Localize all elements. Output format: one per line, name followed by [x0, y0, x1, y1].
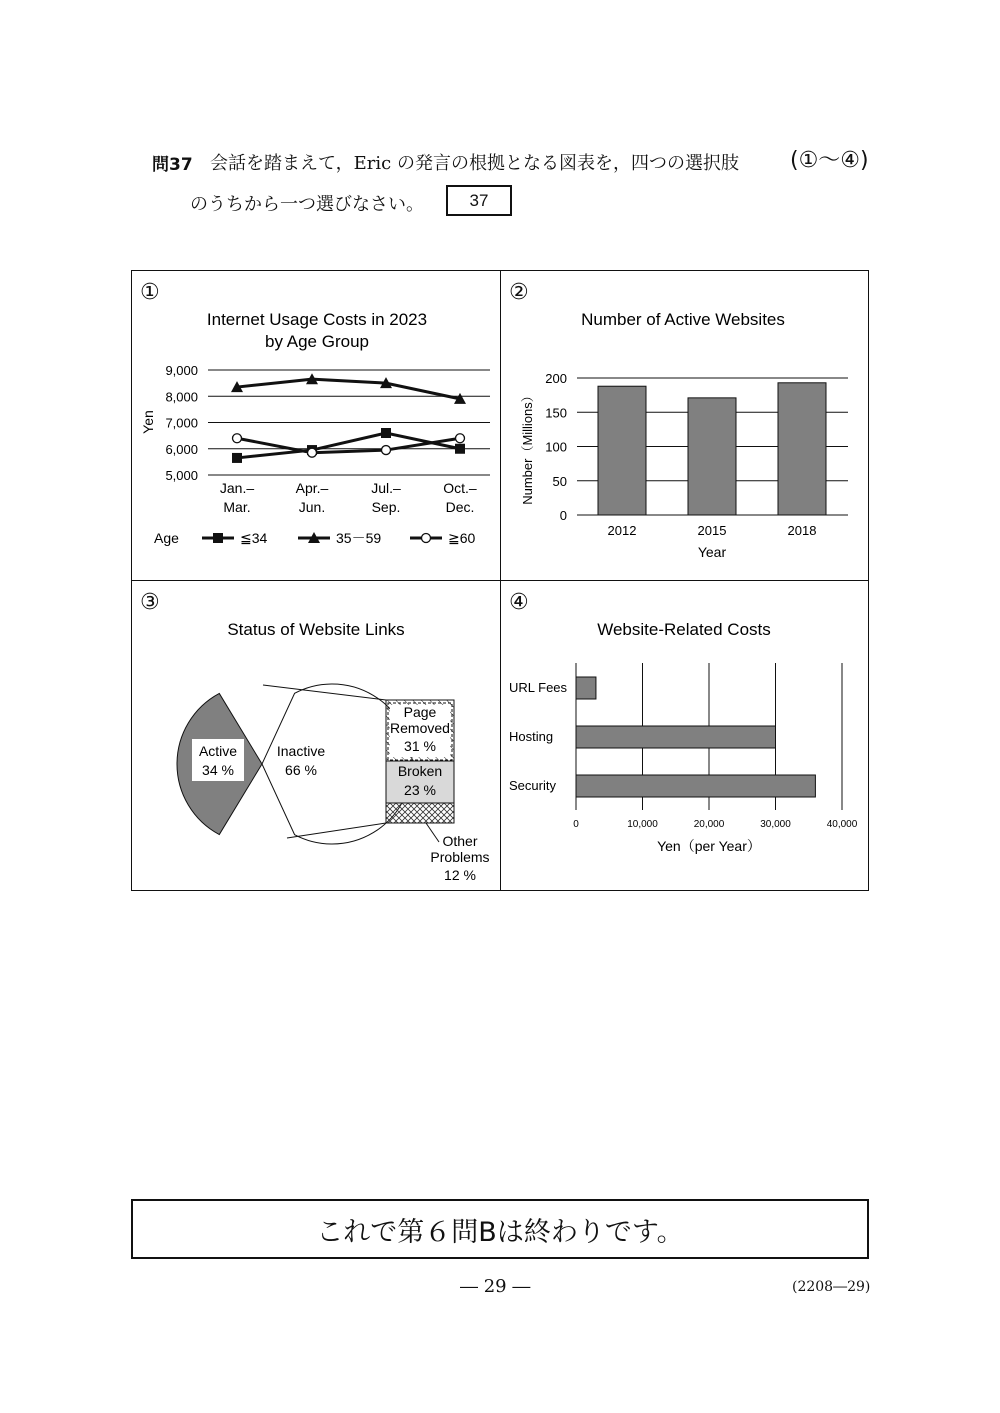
- chart4-x-tick-label: 30,000: [760, 819, 791, 830]
- panel-2-number: ②: [509, 280, 529, 305]
- chart1-point: [381, 428, 391, 438]
- chart2-y-tick-label: 100: [545, 439, 567, 455]
- inactive-label: Inactive: [276, 743, 326, 759]
- chart1-x-tick-label: Mar.: [223, 499, 251, 515]
- question-number: 問37: [152, 155, 193, 175]
- chart2-bar-2018: [778, 383, 826, 515]
- other-problems-percent: 12 %: [444, 867, 476, 883]
- chart1-y-tick-label: 9,000: [165, 363, 198, 378]
- page-removed-label-line2: Removed: [390, 720, 450, 736]
- chart2-y-tick-label: 150: [545, 405, 567, 421]
- other-problems-leader-line: [426, 823, 439, 842]
- broken-label: Broken: [397, 763, 443, 779]
- page-removed-label-line1: Page: [403, 704, 437, 720]
- page-number: ― 29 ―: [460, 1276, 531, 1297]
- chart1-y-axis-label: Yen: [140, 410, 156, 434]
- chart1-point: [382, 446, 391, 455]
- inactive-percent: 66 %: [285, 762, 317, 778]
- panel-4-number: ④: [509, 590, 529, 615]
- panel-1-number: ①: [140, 280, 160, 305]
- legend-label: 35－59: [336, 530, 382, 546]
- other-problems-label-line2: Problems: [430, 849, 490, 865]
- chart2-y-tick-label: 50: [552, 473, 567, 489]
- chart1-point: [456, 434, 465, 443]
- answer-box[interactable]: 37: [446, 185, 512, 216]
- legend-label: ≧60: [448, 530, 476, 546]
- active-label: Active: [198, 743, 238, 759]
- chart2-x-tick-label: 2012: [607, 523, 637, 538]
- page-removed-percent: 31 %: [404, 738, 436, 754]
- other-problems-label-line1: Other: [442, 833, 478, 849]
- chart2-x-axis-label: Year: [697, 544, 727, 560]
- chart2-x-tick-label: 2018: [787, 523, 817, 538]
- panel-3-number: ③: [140, 590, 160, 615]
- chart2-y-tick-label: 0: [559, 508, 567, 523]
- choice-range: (①～④): [790, 148, 869, 173]
- chart1-title-line1: Internet Usage Costs in 2023: [206, 310, 428, 329]
- chart1-y-tick-label: 8,000: [165, 389, 198, 405]
- chart2-bar-2015: [688, 398, 736, 515]
- chart1-x-tick-label: Dec.: [445, 499, 475, 515]
- chart2-y-axis-label: Number（Millions）: [520, 389, 535, 505]
- bar-chart-active-websites: [501, 271, 868, 580]
- chart4-x-tick-label: 0: [573, 819, 579, 830]
- chart2-y-tick-label: 200: [545, 371, 567, 386]
- breakdown-segment-3: [386, 803, 454, 823]
- pie-chart-link-status: [132, 581, 500, 890]
- chart1-point: [232, 453, 242, 463]
- chart4-x-axis-label: Yen（per Year）: [657, 838, 761, 854]
- chart1-legend-title: Age: [154, 530, 179, 546]
- chart1-y-tick-label: 6,000: [165, 441, 198, 457]
- chart1-point: [233, 434, 242, 443]
- chart1-y-tick-label: 7,000: [165, 415, 198, 431]
- chart4-x-tick-label: 40,000: [826, 819, 858, 830]
- chart4-x-tick-label: 10,000: [627, 819, 658, 830]
- active-percent: 34 %: [202, 762, 234, 778]
- chart4-bar-3: [576, 775, 815, 797]
- chart2-title: Number of Active Websites: [581, 310, 785, 329]
- chart1-x-tick-label: Jun.: [298, 499, 326, 515]
- chart1-point: [455, 444, 465, 454]
- legend-marker: [422, 534, 431, 543]
- chart1-point: [308, 448, 317, 457]
- chart2-bar-2012: [598, 386, 646, 515]
- legend-marker: [213, 533, 223, 543]
- chart4-bar-1: [576, 677, 596, 699]
- chart4-title: Website-Related Costs: [597, 620, 771, 639]
- chart2-x-tick-label: 2015: [697, 523, 727, 538]
- chart1-title-line2: by Age Group: [265, 332, 369, 351]
- chart4-bar-2: [576, 726, 776, 748]
- question-text-line2: のうちから一つ選びなさい。: [190, 194, 424, 215]
- chart1-x-tick-label: Jul.–: [371, 480, 401, 496]
- line-chart-usage-costs: [132, 271, 500, 580]
- chart4-category-label: Hosting: [509, 729, 554, 744]
- chart1-y-tick-label: 5,000: [165, 468, 198, 483]
- chart1-x-tick-label: Sep.: [371, 499, 401, 515]
- chart1-x-tick-label: Apr.–: [295, 480, 329, 496]
- chart4-category-label: URL Fees: [509, 680, 568, 695]
- chart1-x-tick-label: Oct.–: [443, 480, 477, 496]
- chart1-x-tick-label: Jan.–: [219, 480, 255, 496]
- question-text-line1: 会話を踏まえて，Eric の発言の根拠となる図表を，四つの選択肢: [210, 153, 739, 174]
- chart4-category-label: Security: [509, 778, 556, 793]
- broken-percent: 23 %: [404, 782, 436, 798]
- chart4-x-tick-label: 20,000: [693, 819, 725, 830]
- chart3-title: Status of Website Links: [227, 620, 405, 639]
- document-code: (2208―29): [792, 1279, 871, 1295]
- section-end-banner: これで第６問Bは終わりです。: [131, 1199, 869, 1259]
- legend-label: ≦34: [240, 530, 268, 546]
- hbar-chart-website-costs: [501, 581, 868, 890]
